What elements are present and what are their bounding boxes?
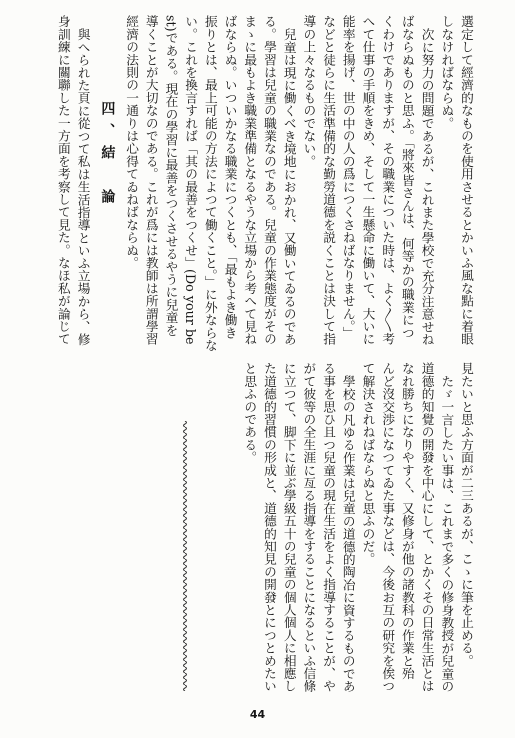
- text-column: い。これを換言すれば「其の最善をつくせ」(Do your be: [183, 15, 199, 345]
- text-column: 學校の凡ゆる作業は兒童の道德的陶冶に資するものであ: [340, 374, 356, 693]
- text-column: ばならぬものと思ふ。「將來皆さんは、何等かの職業につ: [399, 15, 415, 339]
- text-column: なれ勝ちになりやすく、又修身が他の諸教科の作業と殆: [399, 362, 415, 680]
- text-column: などと徒らに生活準備的な勤勞道德を説くことは決して指: [321, 15, 337, 346]
- text-column: 振りとは、最上可能の方法によつて働くこと。」に外ならな: [202, 15, 218, 352]
- text-column: 導くことが大切なのである。これが爲には教師は所謂學習: [143, 15, 159, 346]
- upper-tier: [53, 15, 476, 352]
- text-column: 經濟の法則の一通りは心得てゐねばならぬ。: [124, 15, 140, 269]
- text-column: ばならぬ。いついかなる職業につくとも、「最もよき働き: [222, 15, 238, 339]
- text-column: がて彼等の全生涯に亙る指導をすることになるといふ信條: [301, 362, 317, 693]
- text-column: る事を思ひ且つ兒童の現在生活をよく指導することが、や: [321, 362, 337, 693]
- end-separator-wavy-line: [181, 421, 189, 691]
- text-column: たゞ一言したい事は、これまで多くの修身教授が兒童の: [439, 374, 455, 693]
- text-column: と思ふのである。: [242, 362, 258, 464]
- text-column: 次に努力の問題であるが、これまた學校で充分注意せね: [419, 27, 435, 346]
- text-column: 與へられた頁に從つて私は生活指導といふ立場から、修: [75, 27, 91, 346]
- text-column: る。學習は兒童の職業なのである。兒童の作業態度がその: [261, 15, 277, 346]
- text-column: 能率を揚げ、世の中の人の爲につくさねばなりません。」: [340, 15, 356, 339]
- text-column: 身訓練に關聯した一方面を考察して見た。なほ私が論じて: [55, 15, 71, 346]
- text-column: しなければならぬ。: [439, 15, 455, 130]
- text-column: て解決されねばならぬと思ふのだ。: [360, 362, 376, 566]
- text-column: くわけでありますが、その職業についた時は、よく〳〵考: [380, 15, 396, 346]
- text-column: た道德的習慣の形成と、道德的知見の開發とにつとめたい: [261, 362, 277, 693]
- text-column: へて仕事の手順をきめ、そして一生懸命に働いて、大いに: [360, 15, 376, 346]
- section-heading: 四、結 論: [99, 101, 116, 211]
- text-column: 導の上々なるものでない。: [301, 15, 317, 168]
- page-number: 44: [249, 708, 266, 721]
- text-column: 見たいと思ふ方面が二三あるが、こゝに筆を止める。: [459, 362, 474, 667]
- text-column: 選定して經濟的なものを使用させるとかいふ風な點に着眼: [459, 15, 474, 346]
- text-column: 兒童は現に働くべき境地におかれ、又働いてゐるのであ: [281, 27, 297, 346]
- lower-tier: [240, 362, 476, 692]
- text-column: んど沒交渉になつてゐた事などは、今後お互の研究を俟つ: [380, 362, 396, 693]
- text-column: st)である。現在の學習に最善をつくさせるやうに兒童を: [163, 15, 179, 337]
- text-column: 道德的知覺の開發を中心にして、とかくその日常生活とは: [419, 362, 435, 693]
- text-column: まゝに最もよき職業準備となるやうな立場から考へて見ね: [242, 15, 258, 346]
- text-column: に立つて、脚下に並ぶ學級五十の兒童の個人個人に相應し: [281, 362, 297, 693]
